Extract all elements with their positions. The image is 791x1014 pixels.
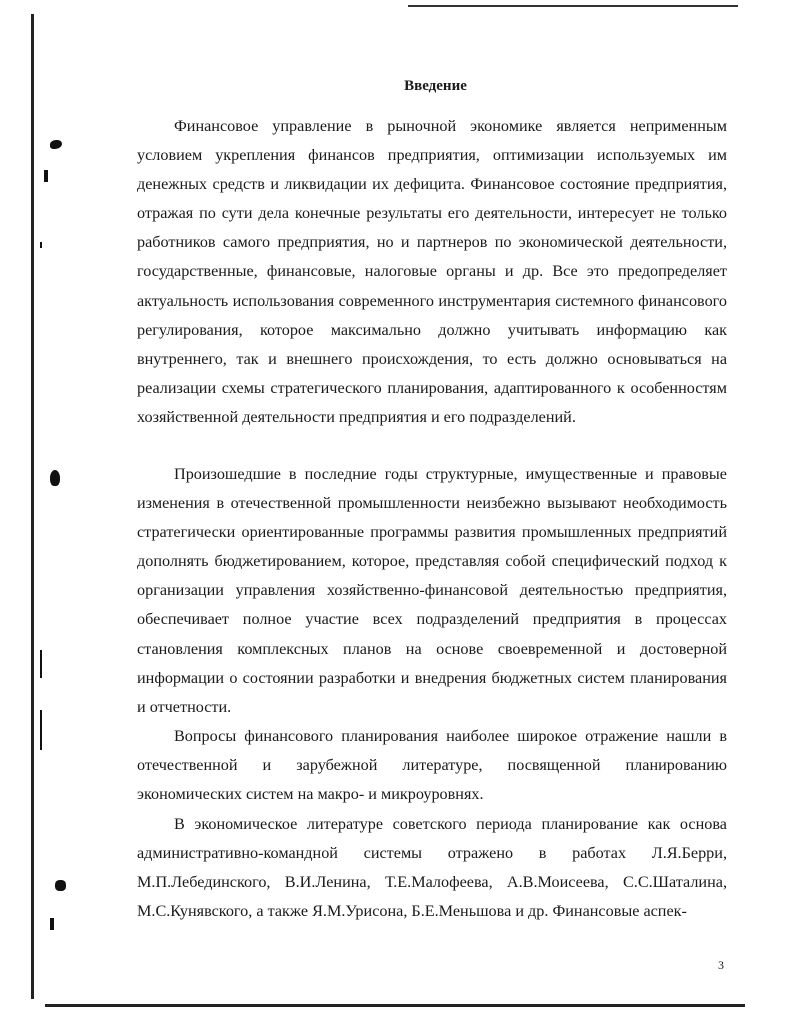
document-title: Введение	[404, 78, 467, 94]
scan-speck	[40, 710, 42, 750]
paragraph-4: В экономическое литературе советского периода планирование как основа административно-командной системы отражено в работах Л.Я.Берри, М.П.Лебединского, В.И.Ленина, Т.Е.Малофеева, А.В.Моисеева, С.С.Шаталина, М.С.Кунявского, а также Я.М.Урисона, Б.Е.Меньшова и др. Финансовые аспек-	[137, 815, 727, 921]
scan-speck	[50, 470, 60, 486]
scan-speck	[55, 880, 66, 891]
scan-speck	[50, 918, 54, 930]
paragraph-1: Финансовое управление в рыночной экономике является неприменным условием укрепления финансов предприятия, оптимизации используемых им денежных средств и ликвидации их дефицита. Финансовое состояние предприятия, отражая по сути дела конечные результаты его деятельности, интересует не только работников самого предприятия, но и партнеров по экономической деятельности, государственные, финансовые, налоговые органы и др. Все это предопределяет актуальность использования современного инструментария системного финансового регулирования, которое максимально должно учитывать информацию как внутреннего, так и внешнего происхождения, то есть должно основываться на реализации схемы стратегического планирования, адаптированного к особенностям хозяйственной деятельности предприятия и его подразделений.	[137, 117, 727, 426]
scan-speck	[40, 242, 42, 248]
paragraph-3: Вопросы финансового планирования наиболее широкое отражение нашли в отечественной и зарубежной литературе, посвященной планированию экономических систем на макро- и микроуровнях.	[137, 727, 727, 804]
paragraph-2: Произошедшие в последние годы структурные, имущественные и правовые изменения в отечественной промышленности неизбежно вызывают необходимость стратегически ориентированные программы развития промышленных предприятий дополнять бюджетированием, которое, представляя собой специфический подход к организации управления хозяйственно-финансовой деятельностью предприятия, обеспечивает полное участие всех подразделений предприятия в процессах становления комплексных планов на основе своевременной и достоверной информации о состоянии разработки и внедрения бюджетных систем планирования и отчетности.	[137, 465, 727, 716]
scan-margin-line-bottom	[45, 1004, 745, 1007]
scan-speck	[44, 170, 48, 182]
scan-speck	[40, 650, 42, 678]
scan-speck	[50, 140, 62, 149]
page-number: 3	[718, 958, 724, 972]
scan-margin-line-top	[408, 5, 738, 7]
scan-margin-line-left	[31, 14, 34, 999]
